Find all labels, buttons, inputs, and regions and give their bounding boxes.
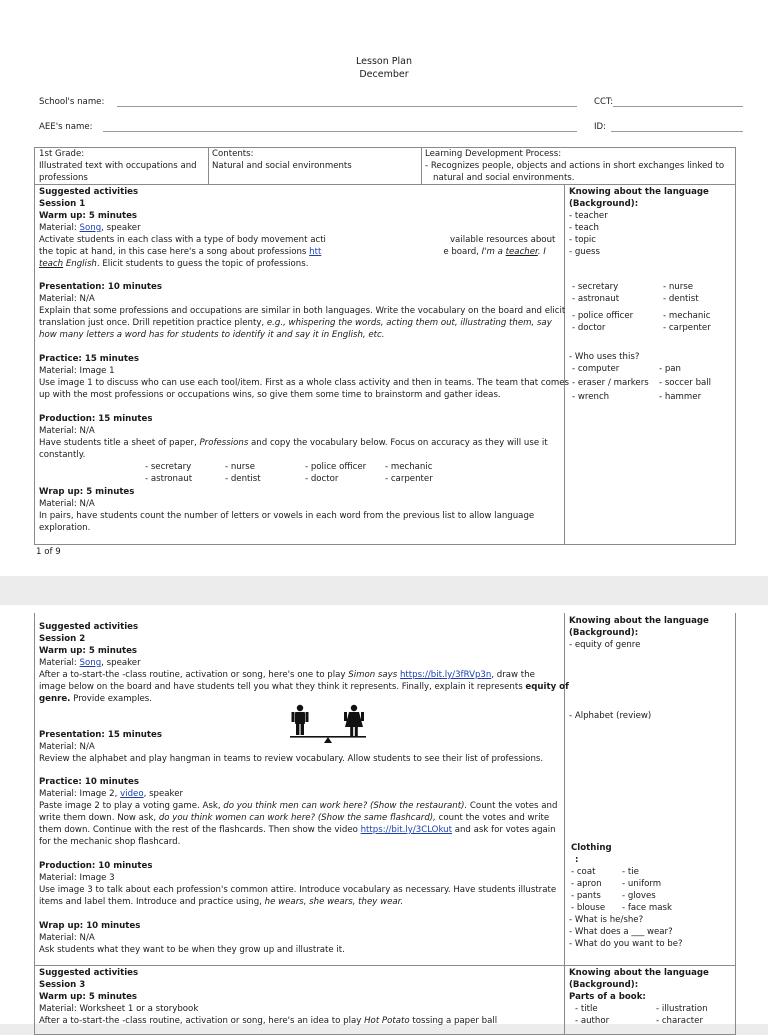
s2-wrapup-heading: Wrap up: 10 minutes (39, 921, 141, 931)
s1-presentation-line-1: Explain that some professions and occupations are similar in both languages. Write the vocabulary on the board and elicit (39, 306, 566, 316)
gender-equity-scale-image (288, 703, 368, 743)
vocab-item: - astronaut (145, 474, 193, 484)
s1-presentation-line-3: how many letters a word has for students to identify it and say it in English, etc. (39, 330, 385, 340)
side-prof: - police officer (572, 311, 634, 321)
s2-practice-line-3: them down. Continue with the rest of the flashcards. Then show the video https://bit.ly/3CLOkut and ask for votes again (39, 825, 556, 835)
cct-field[interactable] (613, 106, 743, 107)
side-prof: - secretary (572, 282, 619, 292)
side-book-part: - author (575, 1016, 610, 1026)
id-label: ID: (594, 122, 607, 132)
s3-warmup-heading: Warm up: 5 minutes (39, 992, 138, 1002)
side-book-part: - illustration (656, 1004, 708, 1014)
s1-practice-line-1: Use image 1 to discuss who can use each tool/item. First as a whole class activity and then in teams. The team that comes (39, 378, 570, 388)
side-clothing-heading: Clothing (571, 843, 612, 853)
s1-warmup-line-3: teach English. Elicit students to guess the topic of professions. (39, 259, 309, 269)
s3-heading: Suggested activities (39, 968, 139, 978)
s1-presentation-material: Material: N/A (39, 294, 95, 304)
s3-warmup-line-1: After a to-start-the -class routine, activation or song, here's an idea to play Hot Potato tossing a paper ball (39, 1016, 498, 1026)
side-word: - teach (569, 223, 599, 233)
s2-side-heading-2: (Background): (569, 628, 639, 638)
side-item: - pan (659, 364, 682, 374)
side-clothes: - tie (622, 867, 639, 877)
s1-production-line-2: constantly. (39, 450, 86, 460)
session-3-divider (564, 965, 565, 1035)
header-divider-1 (208, 147, 209, 185)
s2-production-heading: Production: 10 minutes (39, 861, 153, 871)
side-prof: - nurse (663, 282, 694, 292)
s1-warmup-material: Material: Song, speaker (39, 223, 141, 233)
side-clothes: - gloves (622, 891, 656, 901)
side-word: - guess (569, 247, 600, 257)
side-prof: - astronaut (572, 294, 620, 304)
s2-presentation-heading: Presentation: 15 minutes (39, 730, 162, 740)
cct-label: CCT: (594, 97, 614, 107)
s3-side-heading-2: (Background): (569, 980, 639, 990)
s1-practice-material: Material: Image 1 (39, 366, 115, 376)
side-question: - What do you want to be? (569, 939, 683, 949)
vocab-item: - police officer (305, 462, 367, 472)
s2-session: Session 2 (39, 634, 86, 644)
video-link[interactable]: video (120, 789, 144, 799)
side-item: - eraser / markers (572, 378, 649, 388)
s1-practice-line-2: up with the most professions or occupations wins, so give them some time to brainstorm and gather ideas. (39, 390, 501, 400)
s2-presentation-line-1: Review the alphabet and play hangman in teams to review vocabulary. Allow students to see their list of professions. (39, 754, 544, 764)
side-prof: - doctor (572, 323, 606, 333)
s2-practice-material: Material: Image 2, video, speaker (39, 789, 184, 799)
side-item: - computer (572, 364, 620, 374)
s2-practice-heading: Practice: 10 minutes (39, 777, 139, 787)
ldp-label: Learning Development Process: (425, 149, 562, 159)
s2-wrapup-material: Material: N/A (39, 933, 95, 943)
page-number: 1 of 9 (36, 547, 61, 557)
contents-label: Contents: (212, 149, 254, 159)
s1-production-heading: Production: 15 minutes (39, 414, 153, 424)
side-question: - What does a ___ wear? (569, 927, 673, 937)
s1-presentation-heading: Presentation: 10 minutes (39, 282, 162, 292)
session-2-divider (564, 613, 565, 966)
s1-wrapup-line-1: In pairs, have students count the number of letters or vowels in each word from the previous list to allow language (39, 511, 535, 521)
side-item: - soccer ball (659, 378, 712, 388)
professions-song-link[interactable]: htt (309, 247, 322, 257)
side-book-part: - character (656, 1016, 703, 1026)
grade-text-line-2: professions (39, 173, 88, 183)
side-who-uses: - Who uses this? (569, 352, 640, 362)
side-question: - What is he/she? (569, 915, 644, 925)
side-word: - teacher (569, 211, 608, 221)
s1-wrapup-heading: Wrap up: 5 minutes (39, 487, 135, 497)
ldp-text-line-2: natural and social environments. (433, 173, 575, 183)
lesson-plan-month: December (359, 69, 409, 80)
side-clothes: - pants (571, 891, 601, 901)
song-link[interactable]: Song (79, 223, 102, 233)
lesson-plan-title: Lesson Plan (356, 56, 412, 67)
side-parts-of-book: Parts of a book: (569, 992, 646, 1002)
side-clothes: - apron (571, 879, 602, 889)
s1-session: Session 1 (39, 199, 86, 209)
s2-side-heading: Knowing about the language (569, 616, 709, 626)
s2-production-line-2: items and label them. Introduce and practice using, he wears, she wears, they wear. (39, 897, 404, 907)
side-clothes: - coat (571, 867, 596, 877)
contents-text: Natural and social environments (212, 161, 352, 171)
header-divider-2 (421, 147, 422, 185)
side-equity: - equity of genre (569, 640, 641, 650)
aee-name-label: AEE's name: (39, 122, 93, 132)
side-item: - hammer (659, 392, 702, 402)
s1-production-material: Material: N/A (39, 426, 95, 436)
aee-name-field[interactable] (103, 131, 577, 132)
s3-warmup-material: Material: Worksheet 1 or a storybook (39, 1004, 199, 1014)
s1-wrapup-line-2: exploration. (39, 523, 91, 533)
side-clothing-colon: : (575, 855, 579, 865)
id-field[interactable] (611, 131, 743, 132)
document-page-2 (0, 605, 768, 1024)
s1-warmup-heading: Warm up: 5 minutes (39, 211, 138, 221)
side-clothes: - face mask (622, 903, 672, 913)
schools-name-label: School's name: (39, 97, 105, 107)
s2-heading: Suggested activities (39, 622, 139, 632)
side-book-part: - title (575, 1004, 598, 1014)
grade-label: 1st Grade: (39, 149, 85, 159)
side-alphabet: - Alphabet (review) (569, 711, 652, 721)
s3-side-heading: Knowing about the language (569, 968, 709, 978)
s2-practice-line-4: for the mechanic shop flashcard. (39, 837, 181, 847)
vocab-item: - mechanic (385, 462, 433, 472)
song-link[interactable]: Song (79, 658, 102, 668)
vocab-item: - nurse (225, 462, 256, 472)
grade-text-line-1: Illustrated text with occupations and (39, 161, 197, 171)
mechanic-video-link[interactable]: https://bit.ly/3CLOkut (360, 825, 452, 835)
side-clothes: - blouse (571, 903, 606, 913)
vocab-item: - dentist (225, 474, 261, 484)
side-clothes: - uniform (622, 879, 662, 889)
side-prof: - carpenter (663, 323, 711, 333)
simon-says-link[interactable]: https://bit.ly/3fRVp3n (399, 670, 492, 680)
s2-presentation-material: Material: N/A (39, 742, 95, 752)
s1-practice-heading: Practice: 15 minutes (39, 354, 139, 364)
s2-wrapup-line-1: Ask students what they want to be when they grow up and illustrate it. (39, 945, 345, 955)
s1-heading: Suggested activities (39, 187, 139, 197)
s1-production-line-1: Have students title a sheet of paper, Professions and copy the vocabulary below. Focus on accuracy as they will use it (39, 438, 548, 448)
side-prof: - mechanic (663, 311, 711, 321)
side-word: - topic (569, 235, 597, 245)
s2-practice-line-2: write them down. Now ask, do you think women can work here? (Show the same flashcard), count the votes and write (39, 813, 550, 823)
session-1-divider (564, 184, 565, 545)
s2-warmup-material: Material: Song, speaker (39, 658, 141, 668)
vocab-item: - doctor (305, 474, 339, 484)
s2-warmup-line-2: image below on the board and have students tell you what they think it represents. Finally, explain it represents equity of (39, 682, 569, 692)
s1-presentation-line-2: translation just once. Drill repetition practice plenty, e.g., whispering the words, acting them out, illustrating them, say (39, 318, 552, 328)
side-item: - wrench (572, 392, 610, 402)
s2-production-line-1: Use image 3 to talk about each profession's common attire. Introduce vocabulary as necessary. Have students illustrate (39, 885, 557, 895)
s1-warmup-line-2: the topic at hand, in this case here's a song about professions htt e board, I'm a teacher. I (39, 247, 546, 257)
s1-wrapup-material: Material: N/A (39, 499, 95, 509)
s1-side-heading-2: (Background): (569, 199, 639, 209)
s2-warmup-line-3: genre. Provide examples. (39, 694, 152, 704)
vocab-item: - carpenter (385, 474, 433, 484)
s1-warmup-line-1: Activate students in each class with a type of body movement acti vailable resources about (39, 235, 556, 245)
s2-production-material: Material: Image 3 (39, 873, 115, 883)
s1-side-heading: Knowing about the language (569, 187, 709, 197)
schools-name-field[interactable] (117, 106, 577, 107)
s2-practice-line-1: Paste image 2 to play a voting game. Ask, do you think men can work here? (Show the restaurant). Count the votes and (39, 801, 558, 811)
s2-warmup-heading: Warm up: 5 minutes (39, 646, 138, 656)
s3-session: Session 3 (39, 980, 86, 990)
ldp-text-line-1: - Recognizes people, objects and actions in short exchanges linked to (425, 161, 725, 171)
side-prof: - dentist (663, 294, 699, 304)
vocab-item: - secretary (145, 462, 192, 472)
s2-warmup-line-1: After a to-start-the -class routine, activation or song, here's one to play Simon says https://bit.ly/3fRVp3n, draw the (39, 670, 535, 680)
